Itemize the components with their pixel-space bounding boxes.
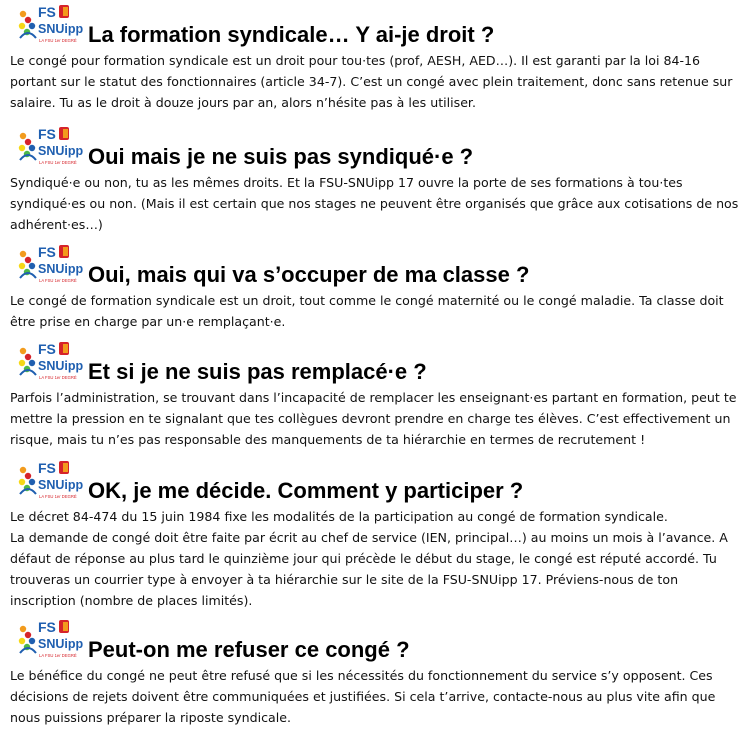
- fsu-snuipp-logo: [18, 124, 84, 170]
- paragraph: Syndiqué·e ou non, tu as les mêmes droits. Et la FSU-SNUipp 17 ouvre la porte de ses formations à tou·tes syndiqué·es ou non. (Mais il est certain que nos stages ne peuvent être organisés que grâce aux cotisations de nos adhérent·es…): [10, 175, 739, 232]
- logo-snuipp-text: SNUipp: [38, 22, 84, 36]
- logo-figure-dot: [25, 257, 31, 263]
- logo-snuipp-text: SNUipp: [38, 144, 84, 158]
- logo-figure-dot: [29, 638, 35, 644]
- logo-tagline: LA FSU 1er DEGRÉ: [39, 653, 77, 658]
- section-classe: [0, 240, 750, 332]
- fsu-snuipp-logo: [18, 242, 84, 288]
- paragraph: Le bénéfice du congé ne peut être refusé que si les nécessités du fonctionnement du service s’y opposent. Ces décisions de rejets doivent être communiquées et justifiées. Si cela t’arrive, contacte-nous au plus vite afin que nous puissions préparer la riposte syndicale.: [10, 668, 716, 725]
- logo-figure-dot: [19, 360, 25, 366]
- logo-figure-dot: [29, 263, 35, 269]
- logo-swoosh: [20, 155, 36, 160]
- section-refus: [0, 615, 750, 728]
- section-body: [0, 290, 750, 332]
- section-syndique: [0, 122, 750, 235]
- logo-figure-dot: [20, 467, 26, 473]
- logo-fsu-text: FS: [38, 244, 56, 260]
- paragraph: Le congé de formation syndicale est un droit, tout comme le congé maternité ou le congé maladie. Ta classe doit être prise en charge par un·e remplaçant·e.: [10, 293, 724, 329]
- logo-fsu-text: FS: [38, 4, 56, 20]
- section-title: Et si je ne suis pas remplacé·e ?: [88, 359, 427, 384]
- section-header: [0, 122, 750, 172]
- section-header: [0, 0, 750, 50]
- logo-snuipp-text: SNUipp: [38, 262, 84, 276]
- section-droit: [0, 0, 750, 113]
- fsu-snuipp-logo: [18, 617, 84, 663]
- logo-figure-dot: [20, 626, 26, 632]
- logo-figure-dot: [29, 360, 35, 366]
- logo-fsu-text: FS: [38, 460, 56, 476]
- logo-figure-dot: [20, 251, 26, 257]
- logo-figure-dot: [20, 11, 26, 17]
- logo-figure-dot: [19, 145, 25, 151]
- logo-figure-dot: [25, 17, 31, 23]
- logo-fsu-text: FS: [38, 619, 56, 635]
- section-body: [0, 665, 750, 728]
- logo-fsu-text: FS: [38, 341, 56, 357]
- section-title: Oui, mais qui va s’occuper de ma classe ?: [88, 262, 530, 287]
- section-remplacement: [0, 337, 750, 450]
- section-header: [0, 240, 750, 290]
- logo-figure-dot: [29, 23, 35, 29]
- logo-figure-dot: [19, 23, 25, 29]
- logo-graphic: [18, 124, 84, 170]
- logo-fsu-text: FS: [38, 126, 56, 142]
- paragraph: Le congé pour formation syndicale est un droit pour tou·tes (prof, AESH, AED…). Il est garanti par la loi 84-16 portant sur le statut des fonctionnaires (article 34-7). C’est un congé avec plein traitement, donc sans retenue sur salaire. Tu as le droit à douze jours par an, alors n’hésite pas à les utiliser.: [10, 53, 733, 110]
- section-participer: [0, 456, 750, 611]
- section-body: [0, 172, 750, 235]
- logo-figure-dot: [25, 139, 31, 145]
- logo-snuipp-text: SNUipp: [38, 637, 84, 651]
- fsu-snuipp-logo: [18, 339, 84, 385]
- section-title: La formation syndicale… Y ai-je droit ?: [88, 22, 495, 47]
- logo-snuipp-text: SNUipp: [38, 478, 84, 492]
- logo-swoosh: [20, 489, 36, 494]
- section-header: [0, 337, 750, 387]
- logo-figure-dot: [19, 263, 25, 269]
- fsu-snuipp-logo: [18, 2, 84, 48]
- logo-tagline: LA FSU 1er DEGRÉ: [39, 160, 77, 165]
- logo-figure-dot: [20, 348, 26, 354]
- logo-swoosh: [20, 33, 36, 38]
- logo-swoosh: [20, 273, 36, 278]
- section-body: [0, 387, 750, 450]
- logo-tagline: LA FSU 1er DEGRÉ: [39, 38, 77, 43]
- logo-graphic: [18, 617, 84, 663]
- logo-snuipp-text: SNUipp: [38, 359, 84, 373]
- fsu-snuipp-logo: [18, 458, 84, 504]
- section-header: [0, 615, 750, 665]
- section-title: OK, je me décide. Comment y participer ?: [88, 478, 524, 503]
- logo-figure-dot: [20, 133, 26, 139]
- paragraph: Le décret 84-474 du 15 juin 1984 fixe les modalités de la participation au congé de formation syndicale.: [10, 509, 668, 524]
- section-title: Oui mais je ne suis pas syndiqué·e ?: [88, 144, 474, 169]
- section-header: [0, 456, 750, 506]
- logo-figure-dot: [29, 479, 35, 485]
- logo-figure-dot: [25, 632, 31, 638]
- paragraph: La demande de congé doit être faite par écrit au chef de service (IEN, principal…) au moins un mois à l’avance. A défaut de réponse au plus tard le quinzième jour qui précède le début du stage, le congé est réputé accordé. Tu trouveras un courrier type à envoyer à ta hiérarchie sur le site de la FSU-SNUipp 17. Préviens-nous de ton inscription (nombre de places limités).: [10, 530, 728, 608]
- logo-tagline: LA FSU 1er DEGRÉ: [39, 375, 77, 380]
- logo-graphic: [18, 242, 84, 288]
- logo-figure-dot: [25, 354, 31, 360]
- section-title: Peut-on me refuser ce congé ?: [88, 637, 410, 662]
- logo-graphic: [18, 2, 84, 48]
- logo-tagline: LA FSU 1er DEGRÉ: [39, 494, 77, 499]
- logo-graphic: [18, 339, 84, 385]
- logo-figure-dot: [19, 479, 25, 485]
- logo-figure-dot: [29, 145, 35, 151]
- logo-swoosh: [20, 648, 36, 653]
- paragraph: Parfois l’administration, se trouvant dans l’incapacité de remplacer les enseignant·es partant en formation, peut te mettre la pression en te signalant que tes collègues devront prendre en charge tes élèves. C’est effectivement un risque, mais tu n’es pas responsable des manquements de ta hiérarchie en termes de recrutement !: [10, 390, 737, 447]
- section-body: [0, 50, 750, 113]
- logo-tagline: LA FSU 1er DEGRÉ: [39, 278, 77, 283]
- logo-figure-dot: [19, 638, 25, 644]
- logo-swoosh: [20, 370, 36, 375]
- logo-figure-dot: [25, 473, 31, 479]
- logo-graphic: [18, 458, 84, 504]
- section-body: [0, 506, 750, 611]
